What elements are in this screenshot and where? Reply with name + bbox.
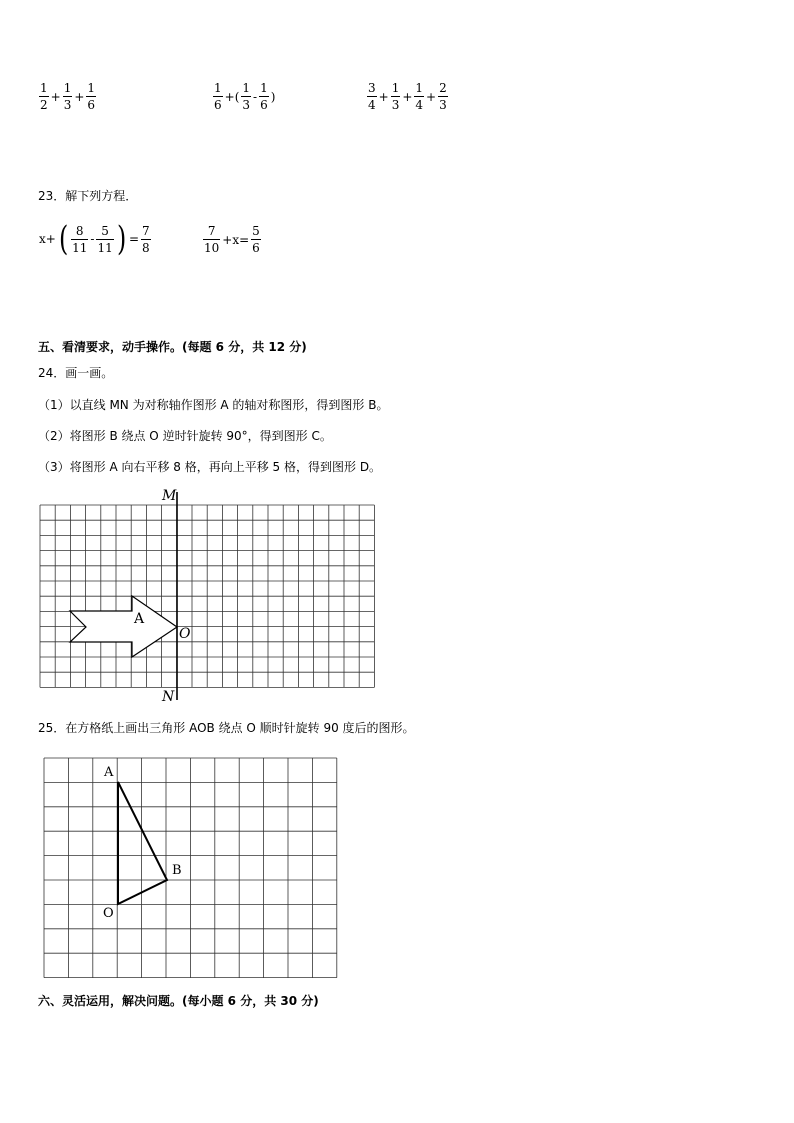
operator: + xyxy=(402,89,413,104)
section-6-title: 六、灵活运用，解决问题。(每小题 6 分，共 30 分) xyxy=(38,994,319,1008)
operator: - xyxy=(90,232,95,246)
operator: = xyxy=(128,232,140,246)
operator: - xyxy=(253,89,258,104)
label-o: O xyxy=(103,906,114,921)
fraction: $\frac{1}{6}$ xyxy=(260,81,268,112)
fraction: $\frac{8}{11}$ xyxy=(72,223,88,255)
question-23-label: 23．解下列方程． xyxy=(38,189,138,203)
grid-lines xyxy=(44,758,337,978)
operator: + xyxy=(426,89,437,104)
operator: + xyxy=(74,89,85,104)
fraction: $\frac{1}{6}$ xyxy=(214,81,222,112)
fraction: $\frac{1}{3}$ xyxy=(63,81,72,112)
fraction: $\frac{1}{4}$ xyxy=(415,81,424,112)
right-paren: ) xyxy=(116,219,126,259)
operator: +x= xyxy=(222,232,250,247)
left-paren: ( xyxy=(58,219,69,259)
fraction: $\frac{1}{3}$ xyxy=(242,81,251,112)
operator: ) xyxy=(270,89,276,104)
label-b: B xyxy=(172,863,182,878)
fraction: $\frac{2}{3}$ xyxy=(439,81,447,112)
label-o: O xyxy=(179,626,191,642)
question-24-label: 24．画一画。 xyxy=(38,366,114,380)
question-24-item-2: （2）将图形 B 绕点 O 逆时针旋转 90°，得到图形 C。 xyxy=(38,429,332,443)
fraction: $\frac{7}{10}$ xyxy=(204,224,220,255)
fraction: $\frac{3}{4}$ xyxy=(368,81,376,112)
equation-prefix: x+ xyxy=(39,232,56,246)
label-a: A xyxy=(104,765,114,780)
fraction: $\frac{1}{3}$ xyxy=(391,81,400,112)
section-5-title: 五、看清要求，动手操作。(每题 6 分，共 12 分) xyxy=(38,340,307,354)
label-n: N xyxy=(162,689,175,705)
label-m: M xyxy=(162,488,177,504)
operator: + xyxy=(50,89,61,104)
operator: +( xyxy=(224,89,240,104)
question-24-item-3: （3）将图形 A 向右平移 8 格，再向上平移 5 格，得到图形 D。 xyxy=(38,460,382,474)
operator: + xyxy=(378,89,389,104)
fraction: $\frac{1}{2}$ xyxy=(40,81,48,112)
fraction: $\frac{7}{8}$ xyxy=(142,223,150,255)
fraction: $\frac{5}{6}$ xyxy=(252,224,260,255)
question-25-label: 25．在方格纸上画出三角形 AOB 绕点 O 顺时针旋转 90 度后的图形。 xyxy=(38,721,415,735)
question-24-item-1: （1）以直线 MN 为对称轴作图形 A 的轴对称图形，得到图形 B。 xyxy=(38,398,389,412)
label-a: A xyxy=(134,611,145,627)
triangle-aob xyxy=(118,782,167,904)
fraction: $\frac{1}{6}$ xyxy=(87,81,96,112)
fraction: $\frac{5}{11}$ xyxy=(97,223,113,255)
